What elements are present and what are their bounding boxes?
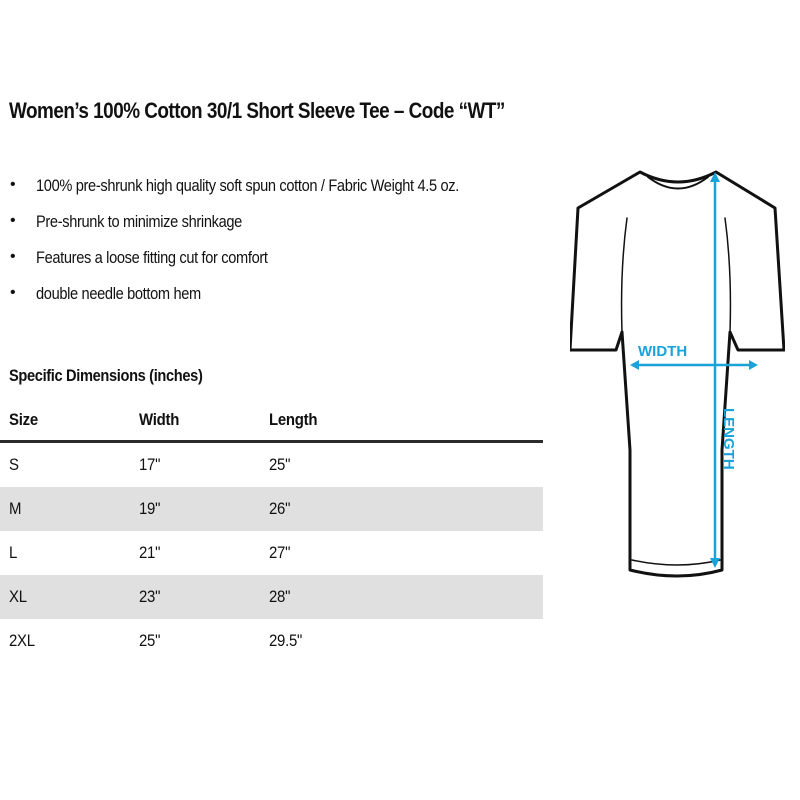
size-cell: XL [9, 587, 27, 606]
width-cell: 21" [139, 543, 161, 562]
size-cell: M [9, 499, 22, 518]
bullet-icon: • [10, 248, 16, 265]
table-row [0, 443, 543, 487]
width-cell: 17" [139, 455, 161, 474]
feature-text: double needle bottom hem [36, 284, 201, 303]
width-cell: 25" [139, 631, 161, 650]
feature-text: Pre-shrunk to minimize shrinkage [36, 212, 242, 231]
tshirt-outline [570, 172, 784, 576]
length-cell: 29.5" [269, 631, 303, 650]
size-cell: L [9, 543, 18, 562]
dimensions-heading: Specific Dimensions (inches) [9, 366, 203, 385]
bullet-icon: • [10, 176, 16, 193]
feature-text: Features a loose fitting cut for comfort [36, 248, 268, 267]
feature-item [8, 249, 528, 285]
length-cell: 28" [269, 587, 291, 606]
length-label: LENGTH [720, 408, 737, 470]
table-row [0, 531, 543, 575]
size-cell: 2XL [9, 631, 35, 650]
width-arrow [630, 360, 758, 370]
length-cell: 26" [269, 499, 291, 518]
feature-item [8, 285, 528, 321]
product-title: Women’s 100% Cotton 30/1 Short Sleeve Tee – Code “WT” [9, 98, 505, 123]
width-cell: 19" [139, 499, 161, 518]
size-cell: S [9, 455, 19, 474]
table-row [0, 487, 543, 531]
length-arrow [710, 172, 720, 568]
feature-list [8, 177, 528, 321]
table-row [0, 575, 543, 619]
bullet-icon: • [10, 212, 16, 229]
feature-item [8, 177, 528, 213]
column-header-width: Width [139, 410, 180, 429]
width-cell: 23" [139, 587, 161, 606]
table-header-row [0, 400, 543, 443]
length-cell: 27" [269, 543, 291, 562]
feature-text: 100% pre-shrunk high quality soft spun cotton / Fabric Weight 4.5 oz. [36, 176, 459, 195]
column-header-size: Size [9, 410, 38, 429]
bullet-icon: • [10, 284, 16, 301]
length-cell: 25" [269, 455, 291, 474]
column-header-length: Length [269, 410, 318, 429]
table-row [0, 619, 543, 663]
size-table [0, 400, 543, 663]
feature-item [8, 213, 528, 249]
tshirt-diagram [570, 150, 785, 595]
width-label: WIDTH [638, 343, 688, 360]
